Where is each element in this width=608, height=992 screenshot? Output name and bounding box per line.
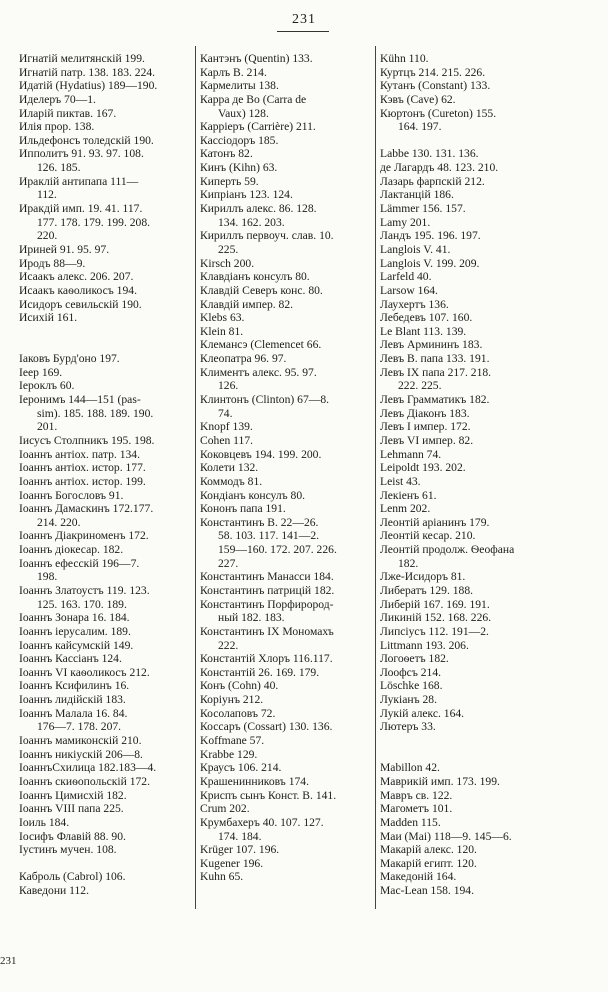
index-entry-continuation: 225. — [218, 242, 239, 256]
index-entry: Клеопатра 96. 97. — [200, 352, 287, 366]
index-entry: Иродъ 88—9. — [19, 256, 86, 270]
index-entry: Іустинъ мучен. 108. — [19, 843, 117, 857]
index-entry: Кондіанъ консулъ 80. — [200, 488, 306, 502]
index-entry: Lenm 202. — [380, 502, 431, 516]
index-entry: Іоаннъ Зонара 16. 184. — [19, 611, 130, 625]
index-entry: де Лагардъ 48. 123. 210. — [380, 161, 499, 175]
entry-gap — [19, 857, 191, 871]
index-entry: Левъ Грамматикъ 182. — [380, 393, 490, 407]
index-entry: Kirsch 200. — [200, 256, 255, 270]
index-entry: Карлъ В. 214. — [200, 65, 267, 79]
index-entry: Левъ В. папа 133. 191. — [380, 352, 490, 366]
index-entry: Исаакъ каѳоликосъ 194. — [19, 283, 137, 297]
index-column-2 — [200, 52, 372, 884]
index-entry: Labbe 130. 131. 136. — [380, 147, 479, 161]
index-entry: Larfeld 40. — [380, 270, 432, 284]
index-entry: Лазарь фарпскій 212. — [380, 174, 485, 188]
index-entry: Иракдій имп. 19. 41. 117. — [19, 202, 143, 216]
index-entry: Катонъ 82. — [200, 147, 253, 161]
index-entry: Ипполитъ 91. 93. 97. 108. — [19, 147, 144, 161]
index-entry: Лютеръ 33. — [380, 720, 436, 734]
index-entry: Кипріанъ 123. 124. — [200, 188, 293, 202]
index-entry: Мавръ св. 122. — [380, 788, 453, 802]
index-entry: Lamy 201. — [380, 215, 431, 229]
index-entry-continuation: 58. 103. 117. 141—2. — [218, 529, 320, 543]
index-entry: Колети 132. — [200, 461, 259, 475]
index-entry: Лже-Исидоръ 81. — [380, 570, 466, 584]
index-entry-continuation: 159—160. 172. 207. 226. — [218, 543, 337, 557]
index-entry: Іоаннъ Кассіанъ 124. — [19, 652, 122, 666]
index-entry: Иделеръ 70—1. — [19, 92, 96, 106]
index-entry: Лебедевъ 107. 160. — [380, 311, 473, 325]
index-entry: Макарій египт. 120. — [380, 856, 477, 870]
index-entry: Іоаннъ Цимисхій 182. — [19, 788, 127, 802]
index-entry: Іосифъ Флавій 88. 90. — [19, 829, 126, 843]
index-entry: Ландъ 195. 196. 197. — [380, 229, 481, 243]
index-entry: Криспъ сынъ Конст. В. 141. — [200, 788, 337, 802]
index-entry-continuation: 177. 178. 179. 199. 208. — [37, 215, 151, 229]
index-entry: Константинъ Порфирород- — [200, 597, 334, 611]
page-number: 231 — [292, 12, 316, 27]
index-entry: Іоиль 184. — [19, 815, 70, 829]
index-entry: Коссаръ (Cossart) 130. 136. — [200, 720, 333, 734]
index-entry-continuation: sim). 185. 188. 189. 190. — [37, 406, 154, 420]
column-divider — [375, 46, 376, 909]
index-entry: Кириллъ алекс. 86. 128. — [200, 202, 317, 216]
index-entry: Коріунъ 212. — [200, 693, 264, 707]
index-entry: Маи (Mai) 118—9. 145—6. — [380, 829, 512, 843]
index-entry-continuation: 222. — [218, 638, 239, 652]
index-entry: Каброль (Cabrol) 106. — [19, 870, 126, 884]
index-entry: Магометъ 101. — [380, 802, 453, 816]
index-entry: Іоаннъ никіускій 206—8. — [19, 747, 143, 761]
index-entry: Madden 115. — [380, 815, 441, 829]
page-number-rule — [277, 31, 329, 32]
index-entry: Іоаннъ Дамаскинъ 172.177. — [19, 502, 154, 516]
index-entry: Leipoldt 193. 202. — [380, 461, 466, 475]
index-entry: Klein 81. — [200, 324, 244, 338]
index-entry: Littmann 193. 206. — [380, 638, 469, 652]
index-entry-continuation: 112. — [37, 188, 57, 202]
index-entry-continuation: 134. 162. 203. — [218, 215, 285, 229]
entry-gap — [380, 134, 598, 148]
index-entry: Логоѳетъ 182. — [380, 652, 449, 666]
index-entry-continuation: 220. — [37, 229, 58, 243]
index-entry: Иларій пиктав. 167. — [19, 106, 117, 120]
index-entry: Іоаннъ Златоустъ 119. 123. — [19, 583, 150, 597]
index-entry: Ликиній 152. 168. 226. — [380, 611, 492, 625]
index-entry: Лукіанъ 28. — [380, 693, 437, 707]
index-entry-continuation: 74. — [218, 406, 233, 420]
index-entry: Клавдій Северъ конс. 80. — [200, 283, 323, 297]
index-entry: Клинтонъ (Clinton) 67—8. — [200, 393, 330, 407]
index-entry: Каведони 112. — [19, 884, 89, 898]
index-entry: Игнатій мелитянскій 199. — [19, 52, 145, 65]
index-entry: Іеер 169. — [19, 365, 63, 379]
index-entry: Cohen 117. — [200, 433, 254, 447]
index-entry: Krabbe 129. — [200, 747, 258, 761]
index-entry: Mac-Lean 158. 194. — [380, 884, 475, 898]
index-entry: Іоаннъ кайсумскій 149. — [19, 638, 134, 652]
index-entry: Константинъ Манасси 184. — [200, 570, 334, 584]
index-entry: Koffmane 57. — [200, 734, 265, 748]
index-entry: Іоаннъ іерусалим. 189. — [19, 624, 131, 638]
index-entry: Куртцъ 214. 215. 226. — [380, 65, 486, 79]
index-entry: Іоаннъ антіох. истор. 177. — [19, 461, 146, 475]
index-entry: Іоаннъ Малала 16. 84. — [19, 706, 128, 720]
index-entry: Леонтій продолж. Ѳеофана — [380, 543, 515, 557]
index-entry: Іоаннъ діокесар. 182. — [19, 543, 124, 557]
index-entry: Ираклій антипапа 111— — [19, 174, 139, 188]
index-entry-continuation: 164. 197. — [398, 120, 442, 134]
index-entry: Левъ Діаконъ 183. — [380, 406, 470, 420]
index-entry: Іоаннъ антіох. патр. 134. — [19, 447, 140, 461]
index-entry: Крашенинниковъ 174. — [200, 774, 309, 788]
index-entry: Маврикій имп. 173. 199. — [380, 774, 500, 788]
index-entry: Конъ (Cohn) 40. — [200, 679, 279, 693]
index-entry: Crum 202. — [200, 802, 250, 816]
index-entry: Лаухертъ 136. — [380, 297, 449, 311]
index-column-3 — [380, 52, 598, 898]
index-entry: Лактанцій 186. — [380, 188, 454, 202]
index-entry: Knopf 139. — [200, 420, 253, 434]
index-entry: Климентъ алекс. 95. 97. — [200, 365, 317, 379]
index-entry: Іоаннъ VI каѳоликосъ 212. — [19, 665, 150, 679]
index-entry: Македоній 164. — [380, 870, 457, 884]
index-entry-continuation: 214. 220. — [37, 515, 81, 529]
index-entry: Кутанъ (Constant) 133. — [380, 79, 491, 93]
index-entry: Кинъ (Kihn) 63. — [200, 161, 278, 175]
index-entry: Коковцевъ 194. 199. 200. — [200, 447, 322, 461]
index-entry: Исидоръ севильскій 190. — [19, 297, 142, 311]
index-entry: Идатій (Hydatius) 189—190. — [19, 79, 158, 93]
column-divider — [195, 46, 196, 909]
index-entry: Іоаннъ антіох. истор. 199. — [19, 474, 146, 488]
index-entry: Larsow 164. — [380, 283, 438, 297]
index-entry: Лоофсъ 214. — [380, 665, 442, 679]
index-entry: Левъ Армининъ 183. — [380, 338, 483, 352]
index-entry: Клавдій импер. 82. — [200, 297, 294, 311]
index-entry: Левъ I импер. 172. — [380, 420, 471, 434]
entry-gap — [380, 748, 598, 762]
index-entry-continuation: 182. — [398, 556, 419, 570]
index-entry: Клавдіанъ консулъ 80. — [200, 270, 310, 284]
index-entry: Іеронимъ 144—151 (pas- — [19, 393, 141, 407]
index-entry-continuation: 198. — [37, 570, 58, 584]
index-entry: Исихій 161. — [19, 311, 78, 325]
index-entry: Іоаннъ ефесскій 196—7. — [19, 556, 140, 570]
index-entry: Кюртонъ (Cureton) 155. — [380, 106, 497, 120]
index-entry: Krüger 107. 196. — [200, 843, 280, 857]
index-entry: Mabillon 42. — [380, 761, 440, 775]
index-entry-continuation: 174. 184. — [218, 829, 262, 843]
index-entry: Константинъ IX Мономахъ — [200, 624, 334, 638]
index-entry: Le Blant 113. 139. — [380, 324, 467, 338]
index-entry: Клемансэ (Clemencet 66. — [200, 338, 322, 352]
index-entry: Кэвъ (Cave) 62. — [380, 92, 456, 106]
index-entry: Іоаннъ Ксифилинъ 16. — [19, 679, 130, 693]
index-entry: ІоаннъСхилица 182.183—4. — [19, 761, 157, 775]
index-entry: Либератъ 129. 188. — [380, 583, 474, 597]
index-entry: Кононъ папа 191. — [200, 502, 286, 516]
index-entry: Іаковъ Бурд'оно 197. — [19, 352, 120, 366]
entry-gap — [19, 325, 191, 339]
index-entry: Іоаннъ лидійскій 183. — [19, 693, 126, 707]
index-entry: Игнатій патр. 138. 183. 224. — [19, 65, 156, 79]
index-entry-continuation: Vaux) 128. — [218, 106, 269, 120]
index-entry: Іоаннъ скиѳопольскій 172. — [19, 774, 150, 788]
index-entry: Іоаннъ Богословъ 91. — [19, 488, 124, 502]
index-entry-continuation: 126. — [218, 379, 239, 393]
index-entry: Леонтій кесар. 210. — [380, 529, 476, 543]
index-entry: Іисусъ Столпникъ 195. 198. — [19, 433, 155, 447]
index-entry: Лукій алекс. 164. — [380, 706, 465, 720]
bottom-page-number: 231 — [0, 955, 17, 967]
index-entry: Lehmann 74. — [380, 447, 442, 461]
index-entry: Іероклъ 60. — [19, 379, 75, 393]
index-entry: Константій Хлоръ 116.117. — [200, 652, 333, 666]
index-entry: Левъ IX папа 217. 218. — [380, 365, 492, 379]
index-entry-continuation: 222. 225. — [398, 379, 442, 393]
index-entry: Іоаннъ Діакриноменъ 172. — [19, 529, 149, 543]
index-entry: Леонтій аріанинъ 179. — [380, 515, 490, 529]
index-entry: Либерій 167. 169. 191. — [380, 597, 490, 611]
entry-gap — [19, 338, 191, 352]
index-entry: Исаакъ алекс. 206. 207. — [19, 270, 134, 284]
index-entry-continuation: 176—7. 178. 207. — [37, 720, 122, 734]
index-entry: Косолаповъ 72. — [200, 706, 276, 720]
index-entry: Липсіусъ 112. 191—2. — [380, 624, 489, 638]
index-entry: Коммодъ 81. — [200, 474, 263, 488]
index-entry: Іоаннъ VIII папа 225. — [19, 802, 124, 816]
index-column-1 — [19, 52, 191, 898]
index-entry: Константинъ В. 22—26. — [200, 515, 319, 529]
index-entry: Іоаннъ мамиконскій 210. — [19, 734, 142, 748]
index-entry: Константій 26. 169. 179. — [200, 665, 320, 679]
index-entry: Кармелиты 138. — [200, 79, 279, 93]
index-entry: Кантэнъ (Quentin) 133. — [200, 52, 313, 65]
index-entry: Кассіодоръ 185. — [200, 133, 279, 147]
index-entry-continuation: ный 182. 183. — [218, 611, 285, 625]
index-entry: Klebs 63. — [200, 311, 245, 325]
entry-gap — [380, 734, 598, 748]
index-entry: Крумбахеръ 40. 107. 127. — [200, 815, 324, 829]
index-entry: Карра де Во (Carra de — [200, 92, 307, 106]
index-entry: Ильдефонсъ толедскій 190. — [19, 133, 154, 147]
index-entry-continuation: 125. 163. 170. 189. — [37, 597, 127, 611]
index-entry: Kühn 110. — [380, 52, 429, 65]
index-entry: Löschke 168. — [380, 679, 443, 693]
index-entry: Langlois V. 199. 209. — [380, 256, 480, 270]
index-entry: Langlois V. 41. — [380, 242, 451, 256]
index-entry: Kugener 196. — [200, 856, 264, 870]
index-entry: Карріеръ (Carrière) 211. — [200, 120, 316, 134]
index-entry: Краусъ 106. 214. — [200, 761, 282, 775]
index-entry: Лекіенъ 61. — [380, 488, 437, 502]
index-entry-continuation: 201. — [37, 420, 58, 434]
index-entry: Киперть 59. — [200, 174, 259, 188]
index-entry: Кириллъ первоуч. слав. 10. — [200, 229, 334, 243]
index-entry: Lämmer 156. 157. — [380, 202, 466, 216]
index-entry: Kuhn 65. — [200, 870, 244, 884]
index-entry: Константинъ патрицій 182. — [200, 583, 335, 597]
index-entry: Макарій алекс. 120. — [380, 843, 477, 857]
index-entry: Левъ VI импер. 82. — [380, 433, 474, 447]
index-entry-continuation: 227. — [218, 556, 239, 570]
index-entry: Илія прор. 138. — [19, 120, 95, 134]
index-entry: Ириней 91. 95. 97. — [19, 242, 110, 256]
index-entry: Leist 43. — [380, 474, 421, 488]
index-entry-continuation: 126. 185. — [37, 161, 81, 175]
